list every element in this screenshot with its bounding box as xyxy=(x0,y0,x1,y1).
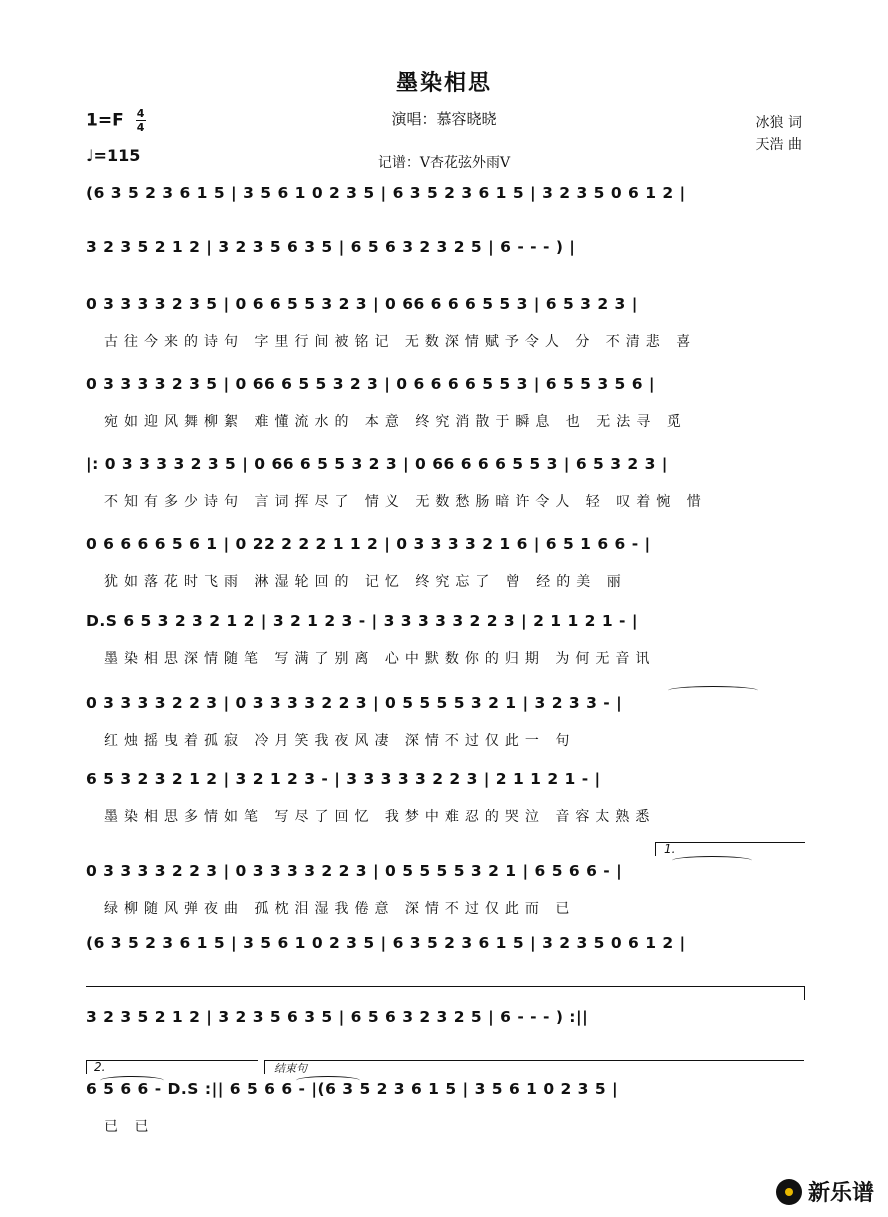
volta-2-edge xyxy=(86,1060,87,1074)
lyric-line: 不知有多少诗句 言词挥尽了 情义 无数愁肠暗许令人 轻 叹着惋 惜 xyxy=(104,494,707,510)
notation-line: 0 3 3 3 3 2 2 3 | 0 3 3 3 3 2 2 3 | 0 5 5 5 5 3 2 1 | 3 2 3 3 - | xyxy=(86,694,623,712)
notation-line: 0 6 6 6 6 5 6 1 | 0 22 2 2 2 1 1 2 | 0 3 3 3 3 2 1 6 | 6 5 1 6 6 - | xyxy=(86,535,651,553)
notation-line: 3 2 3 5 2 1 2 | 3 2 3 5 6 3 5 | 6 5 6 3 2 3 2 5 | 6 - - - ) :|| xyxy=(86,1008,589,1026)
notation-line: (6 3 5 2 3 6 1 5 | 3 5 6 1 0 2 3 5 | 6 3 5 2 3 6 1 5 | 3 2 3 5 0 6 1 2 | xyxy=(86,184,686,202)
transcriber-credit: 记谱：V杏花弦外雨V xyxy=(377,155,511,171)
notation-line: |: 0 3 3 3 3 2 3 5 | 0 66 6 5 5 3 2 3 | 0 66 6 6 6 5 5 3 | 6 5 3 2 3 | xyxy=(86,455,668,473)
volta-1-label: 1. xyxy=(664,842,676,856)
notation-line: 0 3 3 3 3 2 2 3 | 0 3 3 3 3 2 2 3 | 0 5 5 5 5 3 2 1 | 6 5 6 6 - | xyxy=(86,862,623,880)
notation-line: 6 5 6 6 - D.S :|| 6 5 6 6 - |(6 3 5 2 3 6 1 5 | 3 5 6 1 0 2 3 5 | xyxy=(86,1080,619,1098)
lyric-line: 犹如落花时飞雨 淋湿轮回的 记忆 终究忘了 曾 经的美 丽 xyxy=(104,574,627,590)
lyric-line: 红烛摇曳着孤寂 冷月笑我夜风凄 深情不过仅此一 句 xyxy=(104,733,576,749)
lyricist-credit: 冰狼 词 xyxy=(755,115,802,131)
ending-bracket-edge xyxy=(264,1060,265,1074)
slur xyxy=(100,1076,164,1085)
tempo-marking: ♩=115 xyxy=(86,146,141,165)
notation-line: 3 2 3 5 2 1 2 | 3 2 3 5 6 3 5 | 6 5 6 3 2 3 2 5 | 6 - - - ) | xyxy=(86,238,576,256)
key-label: 1=F xyxy=(86,110,124,131)
ending-label: 结束句 xyxy=(274,1062,307,1075)
notation-line: 6 5 3 2 3 2 1 2 | 3 2 1 2 3 - | 3 3 3 3 3 2 2 3 | 2 1 1 2 1 - | xyxy=(86,770,601,788)
notation-line: (6 3 5 2 3 6 1 5 | 3 5 6 1 0 2 3 5 | 6 3 5 2 3 6 1 5 | 3 2 3 5 0 6 1 2 | xyxy=(86,934,686,952)
slur xyxy=(672,856,752,865)
repeat-bracket-edge xyxy=(804,986,805,1000)
volta-2-label: 2. xyxy=(94,1060,106,1074)
song-title: 墨染相思 xyxy=(395,71,492,96)
slur xyxy=(296,1076,360,1085)
slur xyxy=(668,686,758,695)
lyric-line: 墨染相思深情随笔 写满了别离 心中默数你的归期 为何无音讯 xyxy=(104,651,656,667)
composer-credit: 天浩 曲 xyxy=(755,137,802,153)
lyric-line: 已 已 xyxy=(104,1119,155,1135)
volta-2-bracket xyxy=(86,1060,258,1061)
site-logo xyxy=(776,1176,874,1207)
lyric-line: 宛如迎风舞柳絮 难懂流水的 本意 终究消散于瞬息 也 无法寻 觅 xyxy=(104,414,687,430)
lyric-line: 墨染相思多情如笔 写尽了回忆 我梦中难忍的哭泣 音容太熟悉 xyxy=(104,809,656,825)
time-top: 4 xyxy=(136,107,145,120)
lyric-line: 古往今来的诗句 字里行间被铭记 无数深情赋予令人 分 不清悲 喜 xyxy=(104,334,697,350)
notation-line: 0 3 3 3 3 2 3 5 | 0 66 6 5 5 3 2 3 | 0 6 6 6 6 5 5 3 | 6 5 5 3 5 6 | xyxy=(86,375,656,393)
vinyl-icon xyxy=(776,1179,802,1205)
notation-line: D.S 6 5 3 2 3 2 1 2 | 3 2 1 2 3 - | 3 3 3 3 3 2 2 3 | 2 1 1 2 1 - | xyxy=(86,612,639,630)
ending-bracket xyxy=(264,1060,804,1061)
notation-line: 0 3 3 3 3 2 3 5 | 0 6 6 5 5 3 2 3 | 0 66 6 6 6 5 5 3 | 6 5 3 2 3 | xyxy=(86,295,638,313)
volta-1-edge xyxy=(655,842,656,856)
logo-text: 新乐谱 xyxy=(807,1181,874,1206)
volta-1-bracket xyxy=(655,842,805,843)
singer-credit: 演唱：慕容晓晓 xyxy=(391,110,497,128)
lyric-line: 绿柳随风弹夜曲 孤枕泪湿我倦意 深情不过仅此而 已 xyxy=(104,901,576,917)
time-bottom: 4 xyxy=(136,121,145,134)
repeat-bracket xyxy=(86,986,804,987)
